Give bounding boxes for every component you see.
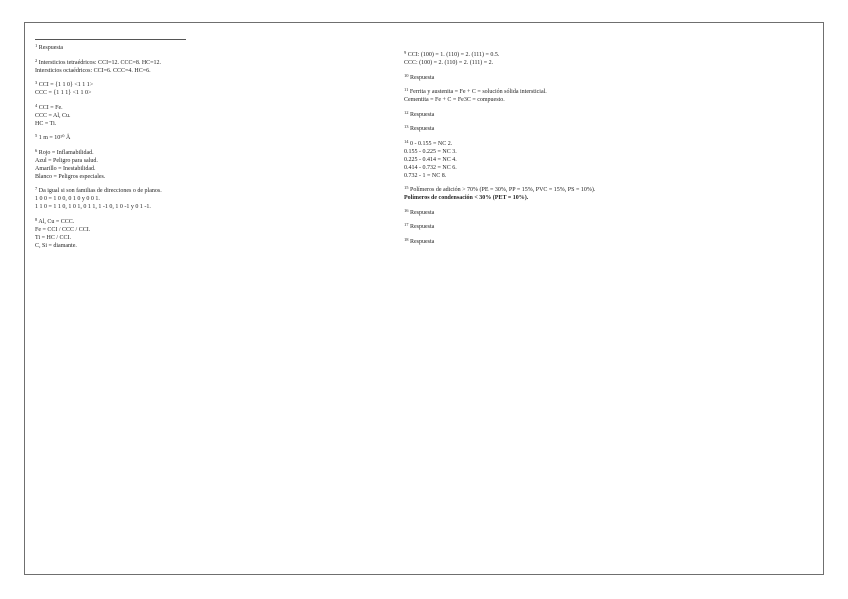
footnote — [35, 59, 365, 75]
footnote-text: Respuesta — [410, 111, 435, 118]
footnote-text: CCI = {1 1 0} <1 1 1> — [38, 82, 94, 88]
footnote-line — [35, 218, 365, 226]
footnote-text: 0.732 - 1 = NC 8. — [404, 172, 447, 179]
footnote-line — [35, 203, 365, 211]
footnote-text: Da igual si son familias de direcciones o de planos. — [38, 188, 162, 194]
footnote-number: 1 — [35, 43, 38, 48]
footnote-line — [35, 112, 365, 120]
footnote-number: 11 — [404, 87, 409, 92]
footnote-text: Respuesta — [38, 45, 64, 51]
footnote-line — [35, 44, 365, 52]
footnote-line — [404, 140, 794, 148]
footnote-text: Intersticios tetraédricos: CCI=12. CCC=8. HC=12. — [38, 59, 162, 66]
footnote-number: 16 — [404, 207, 409, 213]
footnote-line — [35, 149, 365, 157]
footnote — [35, 134, 365, 142]
footnote-line — [404, 59, 794, 67]
footnote-text: 1 m = 10¹⁰ Å — [38, 135, 71, 141]
footnote-text: Respuesta — [410, 74, 435, 81]
footnote-number: 13 — [404, 124, 409, 129]
footnote-line — [35, 165, 365, 173]
footnote-number: 5 — [35, 133, 38, 138]
footnote-line — [35, 242, 365, 250]
footnote-number: 17 — [404, 222, 409, 227]
footnote-text: Azul = Peligro para salud. — [35, 157, 98, 164]
footnote-line — [35, 187, 365, 195]
footnote — [404, 140, 794, 180]
footnote-number: 15 — [404, 185, 409, 190]
footnote-number: 18 — [404, 236, 409, 242]
footnote-line — [404, 186, 794, 194]
footnote-line — [404, 194, 794, 202]
footnote-text: CCC = Al, Cu. — [35, 112, 71, 119]
footnote-line — [35, 104, 365, 112]
footnote-line — [35, 120, 365, 128]
footnote-line — [35, 59, 365, 67]
footnote-text: 1 1 0 = 1 1 0, 1 0 1, 0 1 1, 1 -1 0, 1 0 -1 y 0 1 -1. — [35, 204, 151, 210]
footnote-text: Amarillo = Inestabilidad. — [35, 165, 96, 172]
footnote-text: 0.225 - 0.414 = NC 4. — [404, 156, 457, 163]
footnote-text: Respuesta — [410, 126, 435, 132]
footnote-line — [404, 96, 794, 104]
footnote-text: Respuesta — [410, 224, 435, 230]
footnote — [404, 223, 794, 231]
footnote-line — [35, 234, 365, 242]
footnote-number: 3 — [35, 80, 38, 85]
footnote — [404, 125, 794, 133]
footnote — [35, 81, 365, 97]
footnotes-column-left — [35, 44, 365, 256]
footnote — [35, 104, 365, 128]
footnote-text: Rojo = Inflamabilidad. — [38, 149, 94, 156]
footnote-text: Cementita = Fe + C = Fe3C = compuesto. — [404, 97, 505, 103]
footnote-line — [404, 51, 794, 59]
footnote-number: 4 — [35, 102, 38, 108]
footnote-number: 7 — [35, 186, 38, 191]
footnote-line — [35, 195, 365, 203]
footnote-text: 1 0 0 = 1 0 0, 0 1 0 y 0 0 1. — [35, 196, 100, 202]
footnote-text: 0 - 0.155 = NC 2. — [410, 140, 453, 147]
footnote-number: 14 — [404, 138, 409, 144]
footnote-line — [404, 238, 794, 246]
footnote-text: CCC: (100) = 2. (110) = 2. (111) = 2. — [404, 60, 494, 66]
footnote-line — [404, 148, 794, 156]
footnote — [35, 44, 365, 52]
footnote-line — [404, 209, 794, 217]
footnote-text: Respuesta — [410, 238, 435, 245]
footnote-text: Blanco = Peligros especiales. — [35, 173, 106, 180]
footnote-text: CCI = Fe. — [38, 104, 63, 111]
footnote-text: 0.414 - 0.732 = NC 6. — [404, 164, 457, 171]
footnote-line — [404, 111, 794, 119]
footnote-line — [35, 134, 365, 142]
footnote-line — [404, 172, 794, 180]
footnote-line — [35, 81, 365, 89]
footnote — [35, 187, 365, 211]
footnote-text: Fe = CCI / CCC / CCI. — [35, 226, 91, 233]
footnote-line — [35, 226, 365, 234]
footnote-number: 12 — [404, 109, 409, 115]
footnote-line — [404, 88, 794, 96]
footnote-line — [35, 157, 365, 165]
footnote-line — [404, 125, 794, 133]
footnote-text: C, Si = diamante. — [35, 242, 77, 249]
footnote-number: 2 — [35, 57, 38, 63]
footnote-number: 8 — [35, 216, 38, 222]
footnote-text: HC = Ti. — [35, 120, 57, 127]
footnote-text: Respuesta — [410, 209, 435, 216]
footnote-line — [35, 67, 365, 75]
footnote — [404, 238, 794, 246]
footnote-text: CCC = {1 1 1} <1 1 0> — [35, 90, 92, 96]
footnote-text: Al, Cu = CCC. — [38, 218, 75, 225]
footnote-text: Ti = HC / CCI. — [35, 234, 72, 241]
footnote-text: Polímeros de adición > 70% (PE = 30%, PP = 15%, PVC = 15%, PS = 10%). — [410, 187, 596, 193]
footnote-text: Polímeros de condensación < 30% (PET = 10%). — [404, 195, 529, 201]
footnotes-column-right — [404, 51, 794, 252]
footnote-separator — [35, 39, 186, 40]
footnote-number: 6 — [35, 147, 38, 153]
footnote-line — [35, 89, 365, 97]
footnote — [404, 111, 794, 119]
footnote-line — [404, 164, 794, 172]
footnote — [404, 74, 794, 82]
footnote-number: 9 — [404, 50, 407, 55]
footnote — [404, 51, 794, 67]
footnote-text: Ferrita y austenita = Fe + C = solución sólida intersticial. — [409, 89, 547, 95]
footnote-number: 10 — [404, 72, 409, 78]
footnote-text: 0.155 - 0.225 = NC 3. — [404, 148, 457, 155]
footnote — [35, 218, 365, 250]
footnote-text: Intersticios octaédricos: CCI=6. CCC=4. HC=6. — [35, 67, 151, 74]
footnote-line — [35, 173, 365, 181]
footnote — [404, 186, 794, 202]
footnote — [404, 209, 794, 217]
footnote — [35, 149, 365, 181]
footnote — [404, 88, 794, 104]
footnote-line — [404, 223, 794, 231]
footnote-text: CCI: (100) = 1. (110) = 2. (111) = 0.5. — [407, 52, 500, 58]
footnote-line — [404, 156, 794, 164]
footnote-line — [404, 74, 794, 82]
